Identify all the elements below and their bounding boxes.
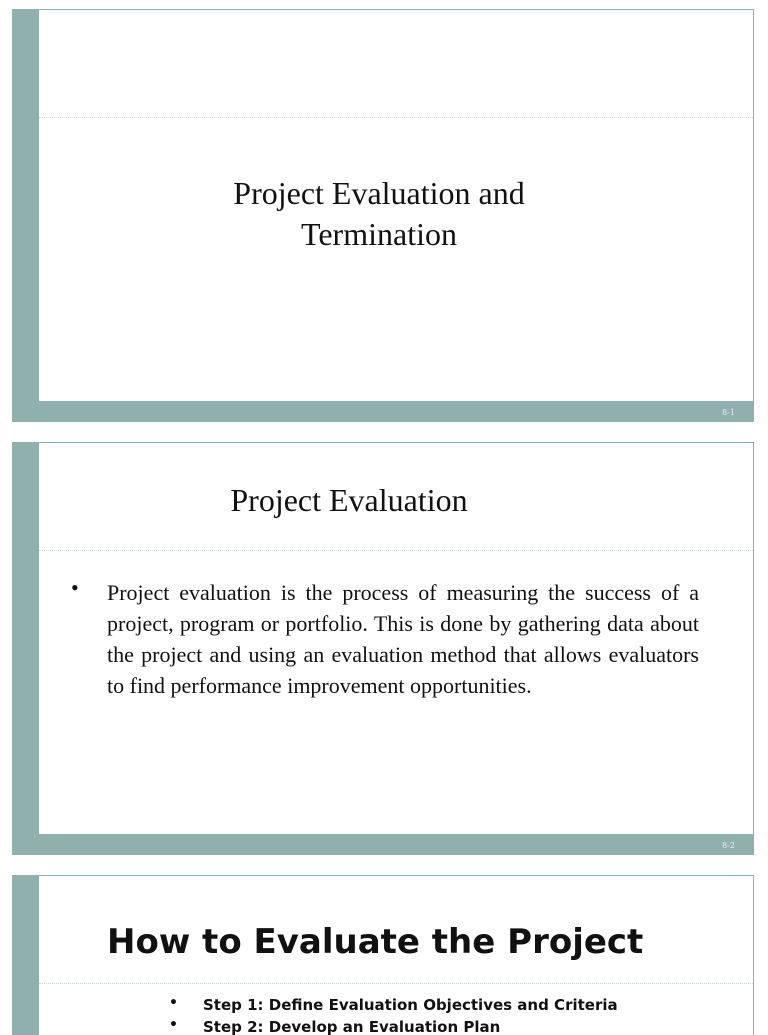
slide-2 [12, 442, 754, 855]
slide-title: Project Evaluation [230, 482, 468, 518]
step-text: Step 2: Develop an Evaluation Plan [203, 1018, 501, 1035]
title-divider [39, 550, 753, 551]
bullet-icon: • [169, 995, 178, 1011]
bullet-icon: • [71, 575, 79, 600]
slide-left-accent-bar [13, 876, 39, 1035]
step-text: Step 1: Define Evaluation Objectives and Criteria [203, 996, 618, 1014]
slide-1 [12, 9, 754, 422]
title-line-1: Project Evaluation and [233, 175, 525, 211]
page-number: 8-2 [722, 841, 735, 850]
page-number: 8-1 [722, 408, 735, 417]
steps-list [163, 994, 618, 1035]
title-line-2: Termination [301, 216, 457, 252]
slide-bottom-bar [13, 401, 753, 421]
bullet-icon: • [169, 1017, 178, 1033]
list-item [163, 994, 618, 1016]
title-divider [39, 117, 753, 118]
bullet-text: Project evaluation is the process of measuring the success of a project, program or portfolio. This is done by gathering data about the project and using an evaluation method that allows evaluators to find performance improvement opportunities. [107, 580, 699, 698]
slide-title [193, 173, 565, 255]
slide-left-accent-bar [13, 443, 39, 854]
title-divider [39, 983, 753, 984]
slide-left-accent-bar [13, 10, 39, 421]
slide-title: How to Evaluate the Project [107, 922, 644, 962]
slide-bottom-bar [13, 834, 753, 854]
slide-3 [12, 875, 754, 1035]
list-item [163, 1016, 618, 1035]
